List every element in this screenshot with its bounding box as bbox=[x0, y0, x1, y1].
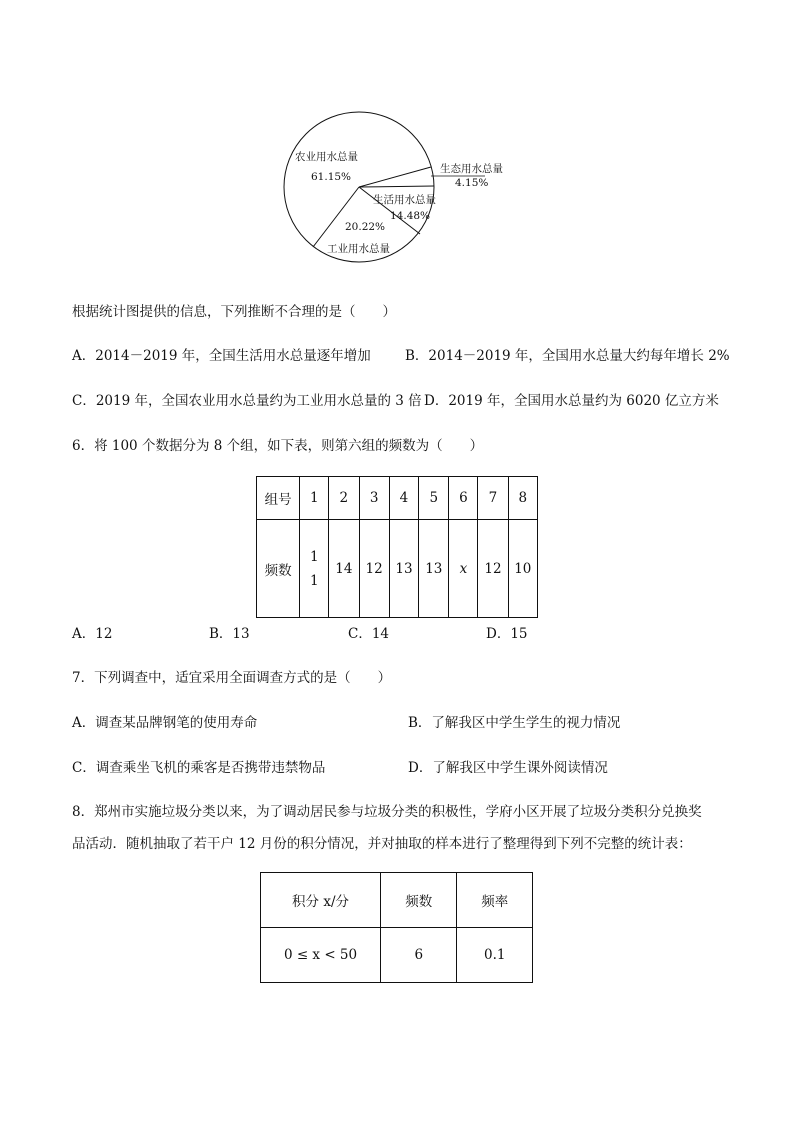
pie-value-ecological: 4.15% bbox=[455, 177, 489, 189]
q6-header-cell: 8 bbox=[508, 477, 537, 520]
q8-data-cell: 6 bbox=[381, 928, 457, 983]
q8-header-cell: 频率 bbox=[457, 873, 533, 928]
q6-value-cell: 10 bbox=[508, 520, 537, 618]
q6-value-row bbox=[257, 520, 538, 618]
pie-label-industry: 工业用水总量 bbox=[327, 243, 390, 255]
q6-header-cell: 6 bbox=[449, 477, 478, 520]
q8-stem-line1: 8．郑州市实施垃圾分类以来，为了调动居民参与垃圾分类的积极性，学府小区开展了垃圾分类积分兑换奖 bbox=[72, 804, 702, 820]
q6-value-cell-1 bbox=[300, 520, 329, 618]
q6-header-row bbox=[257, 477, 538, 520]
q5-option-d: D．2019 年，全国用水总量约为 6020 亿立方米 bbox=[424, 393, 719, 409]
pie-value-life: 14.48% bbox=[390, 210, 431, 222]
q6-header-cell: 1 bbox=[300, 477, 329, 520]
pie-label-agriculture: 农业用水总量 bbox=[295, 151, 358, 163]
q6-option-c: C．14 bbox=[348, 626, 390, 642]
q6-value-cell-1-bottom: 1 bbox=[309, 572, 319, 589]
q8-header-cell: 频数 bbox=[381, 873, 457, 928]
q7-option-a: A．调查某品牌钢笔的使用寿命 bbox=[72, 715, 258, 731]
q8-data-cell: 0.1 bbox=[457, 928, 533, 983]
q6-header-cell: 5 bbox=[419, 477, 449, 520]
q6-option-d: D．15 bbox=[486, 626, 528, 642]
q5-stem: 根据统计图提供的信息，下列推断不合理的是（ ） bbox=[72, 304, 396, 320]
q5-option-c: C．2019 年，全国农业用水总量约为工业用水总量的 3 倍 bbox=[72, 393, 422, 409]
divider-industry-end bbox=[313, 187, 359, 247]
q6-header-cell: 3 bbox=[359, 477, 389, 520]
q8-stem-line2: 品活动．随机抽取了若干户 12 月份的积分情况，并对抽取的样本进行了整理得到下列不完整的统计表： bbox=[72, 836, 692, 852]
q8-points-table bbox=[260, 872, 533, 983]
q6-option-b: B．13 bbox=[209, 626, 250, 642]
q5-option-b: B．2014－2019 年，全国用水总量大约每年增长 2% bbox=[405, 348, 730, 364]
q8-header-row bbox=[261, 873, 533, 928]
q8-header-cell: 积分 x/分 bbox=[261, 873, 381, 928]
q6-row-label: 频数 bbox=[257, 520, 300, 618]
q6-value-cell: 14 bbox=[329, 520, 359, 618]
q6-option-a: A．12 bbox=[72, 626, 113, 642]
q6-value-cell: 12 bbox=[359, 520, 389, 618]
divider-eco-start bbox=[359, 167, 431, 187]
q7-stem: 7．下列调查中，适宜采用全面调查方式的是（ ） bbox=[72, 670, 392, 686]
q6-frequency-table bbox=[256, 476, 538, 618]
pie-label-life: 生活用水总量 bbox=[373, 194, 436, 206]
q6-value-cell: 12 bbox=[478, 520, 508, 618]
q6-stem: 6．将 100 个数据分为 8 个组，如下表，则第六组的频数为（ ） bbox=[72, 438, 484, 454]
pie-value-industry: 20.22% bbox=[345, 221, 386, 233]
q6-value-cell: 13 bbox=[389, 520, 418, 618]
q6-header-cell: 7 bbox=[478, 477, 508, 520]
q6-header-cell: 组号 bbox=[257, 477, 300, 520]
water-usage-pie-chart bbox=[285, 110, 525, 280]
q6-header-cell: 4 bbox=[389, 477, 418, 520]
q7-option-c: C．调查乘坐飞机的乘客是否携带违禁物品 bbox=[72, 760, 326, 776]
q6-header-cell: 2 bbox=[329, 477, 359, 520]
q6-value-cell: 13 bbox=[419, 520, 449, 618]
q5-option-a: A．2014－2019 年，全国生活用水总量逐年增加 bbox=[72, 348, 371, 364]
q7-option-d: D．了解我区中学生课外阅读情况 bbox=[408, 760, 608, 776]
q8-data-cell: 0 ≤ x < 50 bbox=[261, 928, 381, 983]
divider-eco-end bbox=[359, 186, 434, 187]
pie-svg bbox=[285, 110, 525, 280]
q6-value-cell-unknown: x bbox=[449, 520, 478, 618]
q6-value-cell-1-top: 1 bbox=[309, 548, 319, 565]
q8-data-row bbox=[261, 928, 533, 983]
pie-label-ecological: 生态用水总量 bbox=[440, 163, 503, 175]
q7-option-b: B．了解我区中学生学生的视力情况 bbox=[408, 715, 621, 731]
pie-value-agriculture: 61.15% bbox=[311, 171, 352, 183]
